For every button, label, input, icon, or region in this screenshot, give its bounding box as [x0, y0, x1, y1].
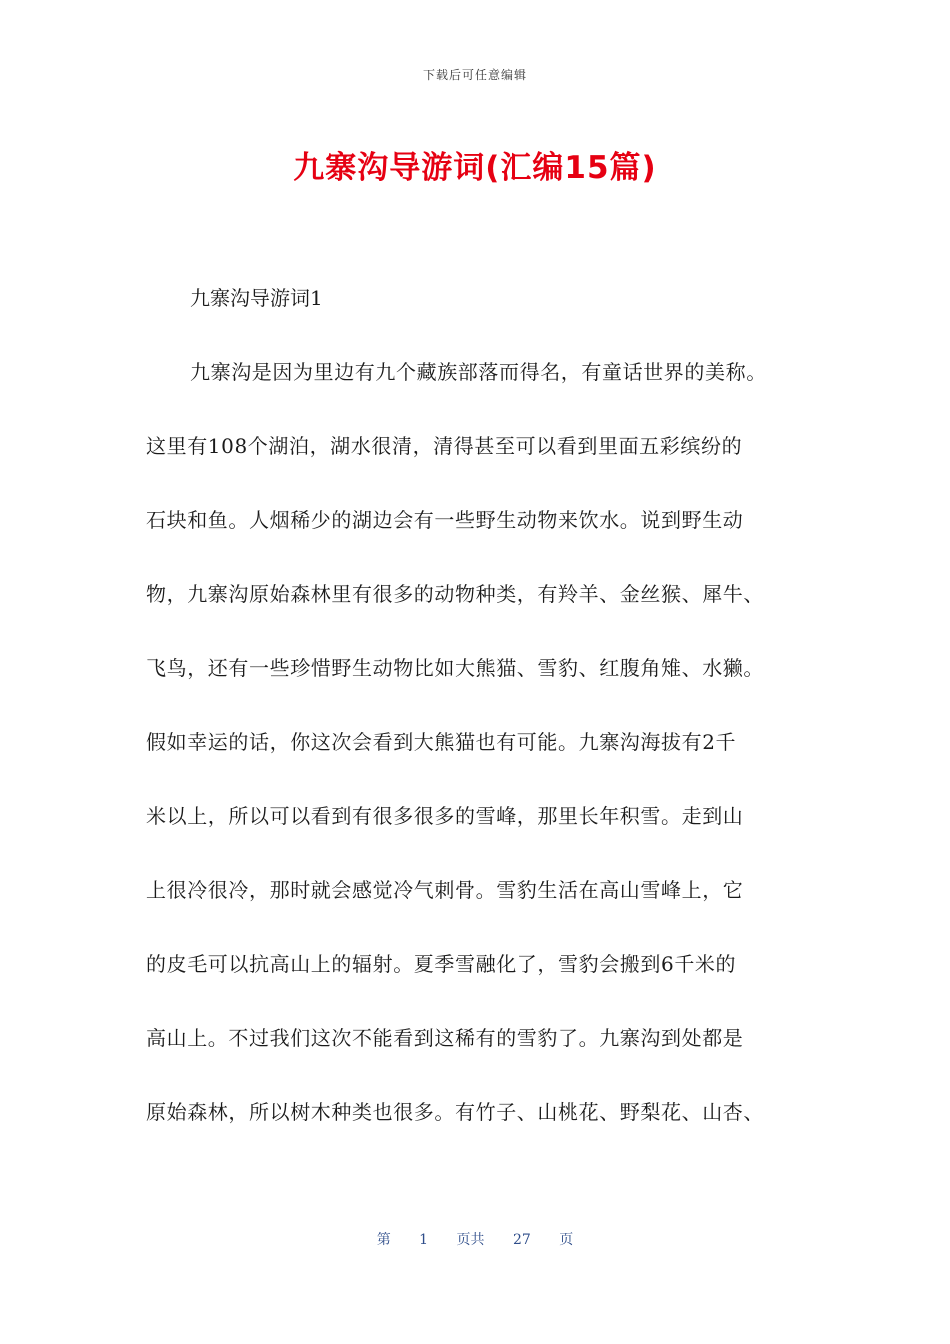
paragraph-line: 高山上。不过我们这次不能看到这稀有的雪豹了。九寨沟到处都是	[146, 1026, 744, 1050]
total-pages: 27	[513, 1232, 531, 1248]
paragraph-line: 的皮毛可以抗高山上的辐射。夏季雪融化了，雪豹会搬到6千米的	[146, 952, 737, 976]
paragraph-line: 飞鸟，还有一些珍惜野生动物比如大熊猫、雪豹、红腹角雉、水獭。	[146, 656, 764, 680]
page-suffix: 页	[559, 1232, 574, 1248]
paragraph-line: 原始森林，所以树木种类也很多。有竹子、山桃花、野梨花、山杏、	[146, 1100, 764, 1124]
paragraph-line: 物，九寨沟原始森林里有很多的动物种类，有羚羊、金丝猴、犀牛、	[146, 582, 764, 606]
page-header-note: 下载后可任意编辑	[422, 68, 527, 82]
paragraph-line: 米以上，所以可以看到有很多很多的雪峰，那里长年积雪。走到山	[146, 804, 744, 828]
page-footer	[0, 1229, 950, 1249]
paragraph-line: 石块和鱼。人烟稀少的湖边会有一些野生动物来饮水。说到野生动	[146, 508, 744, 532]
page-number: 1	[419, 1232, 429, 1248]
total-label: 页共	[456, 1232, 485, 1248]
paragraph-line: 假如幸运的话，你这次会看到大熊猫也有可能。九寨沟海拔有2千	[146, 730, 737, 754]
document-body	[146, 278, 816, 1166]
paragraph-line: 上很冷很冷，那时就会感觉冷气刺骨。雪豹生活在高山雪峰上，它	[146, 878, 744, 902]
paragraph-line: 九寨沟是因为里边有九个藏族部落而得名，有童话世界的美称。	[190, 360, 767, 384]
paragraph-line: 这里有108个湖泊，湖水很清，清得甚至可以看到里面五彩缤纷的	[146, 434, 743, 458]
document-title: 九寨沟导游词(汇编15篇)	[293, 150, 657, 186]
section-heading: 九寨沟导游词1	[190, 286, 323, 310]
page-label: 第	[376, 1232, 391, 1248]
